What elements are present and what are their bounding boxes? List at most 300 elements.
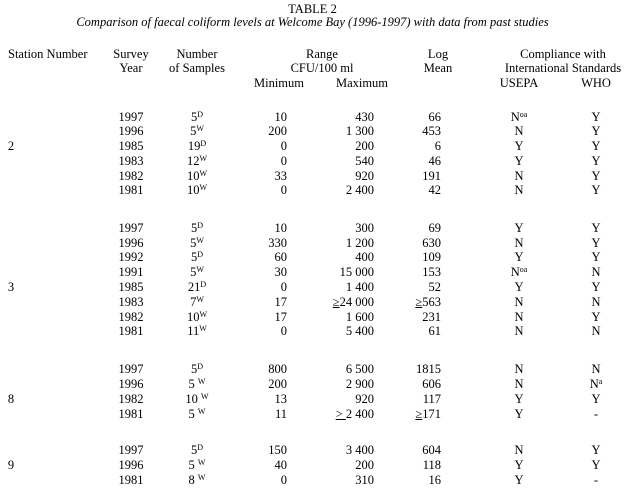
sample-type-superscript: W bbox=[197, 473, 206, 482]
survey-year-cell bbox=[119, 392, 144, 406]
usepa-compliance: Y bbox=[514, 139, 524, 153]
station-number: 9 bbox=[7, 458, 15, 472]
usepa-cell bbox=[514, 392, 523, 406]
survey-year: 1982 bbox=[118, 310, 144, 324]
who-cell bbox=[591, 362, 600, 376]
survey-year-cell bbox=[119, 236, 144, 250]
minimum-cell bbox=[268, 236, 287, 250]
log-mean-cell bbox=[429, 473, 442, 487]
maximum-value: 24 000 bbox=[339, 295, 374, 309]
who-compliance: Y bbox=[591, 154, 601, 168]
log-mean-cell bbox=[422, 169, 441, 183]
maximum-value: 200 bbox=[355, 458, 374, 472]
who-cell bbox=[591, 324, 600, 338]
maximum-value: 1 300 bbox=[345, 124, 374, 138]
who-compliance: Y bbox=[591, 169, 601, 183]
station-number: 3 bbox=[7, 280, 15, 294]
samples-cell bbox=[190, 236, 204, 250]
minimum-value: 200 bbox=[268, 377, 287, 391]
log-mean-value: 118 bbox=[422, 458, 441, 472]
minimum-cell bbox=[281, 154, 287, 168]
log-mean-cell bbox=[422, 443, 441, 457]
survey-year-cell bbox=[119, 154, 144, 168]
header-usepa: USEPA bbox=[499, 76, 539, 90]
usepa-cell bbox=[514, 377, 523, 391]
usepa-cell bbox=[514, 324, 523, 338]
maximum-cell bbox=[346, 324, 374, 338]
sample-count: 5 bbox=[190, 221, 198, 235]
maximum-cell bbox=[355, 250, 374, 264]
log-mean-value: 153 bbox=[422, 265, 441, 279]
sample-count: 10 bbox=[186, 183, 200, 197]
usepa-compliance: N bbox=[514, 377, 524, 391]
samples-cell bbox=[188, 280, 206, 294]
usepa-cell bbox=[514, 183, 523, 197]
sample-count: 21 bbox=[187, 280, 201, 294]
log-mean-value: 231 bbox=[422, 310, 441, 324]
samples-cell bbox=[191, 110, 203, 124]
survey-year: 1983 bbox=[118, 154, 144, 168]
maximum-cell bbox=[355, 154, 374, 168]
minimum-value: 10 bbox=[274, 110, 287, 124]
log-mean-value: 606 bbox=[422, 377, 441, 391]
maximum-cell bbox=[340, 265, 374, 279]
samples-cell bbox=[187, 154, 207, 168]
minimum-cell bbox=[275, 221, 288, 235]
survey-year-cell bbox=[119, 110, 144, 124]
who-cell bbox=[591, 250, 600, 264]
maximum-value: 1 400 bbox=[345, 280, 374, 294]
usepa-compliance: N bbox=[510, 110, 520, 124]
sample-type-superscript: W bbox=[199, 169, 208, 178]
samples-cell bbox=[187, 169, 207, 183]
who-compliance: Y bbox=[591, 183, 601, 197]
minimum-cell bbox=[281, 280, 287, 294]
header-range-units: CFU/100 ml bbox=[290, 61, 354, 75]
maximum-value: 400 bbox=[355, 250, 374, 264]
usepa-cell bbox=[514, 250, 523, 264]
usepa-compliance: Y bbox=[514, 473, 524, 487]
samples-cell bbox=[187, 310, 207, 324]
maximum-cell bbox=[346, 443, 374, 457]
minimum-cell bbox=[268, 443, 287, 457]
sample-count: 10 bbox=[186, 310, 200, 324]
survey-year-cell bbox=[119, 139, 144, 153]
header-log: Log bbox=[427, 47, 449, 61]
maximum-cell bbox=[346, 377, 374, 391]
usepa-cell bbox=[514, 280, 523, 294]
maximum-cell bbox=[355, 169, 374, 183]
minimum-cell bbox=[281, 324, 287, 338]
usepa-cell bbox=[514, 169, 523, 183]
sample-type-superscript: W bbox=[196, 124, 204, 133]
minimum-cell bbox=[281, 139, 287, 153]
who-compliance: N bbox=[589, 377, 599, 391]
maximum-cell bbox=[336, 407, 374, 421]
usepa-compliance: Y bbox=[514, 154, 524, 168]
minimum-cell bbox=[268, 362, 287, 376]
survey-year-cell bbox=[119, 473, 144, 487]
minimum-cell bbox=[275, 265, 288, 279]
log-mean-value: 453 bbox=[422, 124, 441, 138]
log-mean-cell bbox=[422, 310, 441, 324]
sample-type-superscript: W bbox=[196, 295, 204, 304]
maximum-cell bbox=[355, 221, 374, 235]
maximum-cell bbox=[346, 310, 374, 324]
survey-year: 1981 bbox=[118, 407, 144, 421]
sample-count: 5 bbox=[190, 236, 197, 250]
usepa-superscript: oa bbox=[519, 110, 528, 119]
minimum-cell bbox=[275, 295, 288, 309]
minimum-value: 60 bbox=[274, 250, 287, 264]
survey-year: 1982 bbox=[118, 169, 144, 183]
survey-year: 1996 bbox=[118, 458, 144, 472]
who-cell bbox=[591, 392, 600, 406]
samples-cell bbox=[188, 139, 206, 153]
log-mean-value: 61 bbox=[428, 324, 441, 338]
minimum-value: 30 bbox=[274, 265, 287, 279]
samples-cell bbox=[191, 250, 203, 264]
log-mean-value: 563 bbox=[422, 295, 441, 309]
who-cell bbox=[591, 221, 600, 235]
sample-type-superscript: W bbox=[197, 407, 206, 416]
sample-type-superscript: W bbox=[199, 154, 208, 163]
maximum-value: 540 bbox=[355, 154, 374, 168]
usepa-compliance: N bbox=[514, 183, 524, 197]
minimum-value: 10 bbox=[274, 221, 287, 235]
log-mean-cell bbox=[423, 392, 441, 406]
sample-type-superscript: W bbox=[199, 324, 207, 333]
sample-count: 5 bbox=[190, 362, 198, 376]
samples-cell bbox=[190, 295, 204, 309]
samples-cell bbox=[185, 392, 208, 406]
station-number-cell bbox=[8, 280, 14, 294]
station-number-cell bbox=[8, 458, 14, 472]
minimum-cell bbox=[275, 407, 287, 421]
header-who: WHO bbox=[581, 76, 611, 90]
who-compliance: - bbox=[593, 407, 599, 421]
survey-year-cell bbox=[119, 295, 144, 309]
usepa-superscript: oa bbox=[519, 265, 528, 274]
log-mean-value: 109 bbox=[422, 250, 441, 264]
maximum-value: 15 000 bbox=[339, 265, 374, 279]
who-compliance: Y bbox=[591, 110, 601, 124]
maximum-value: 920 bbox=[355, 392, 374, 406]
minimum-cell bbox=[281, 473, 287, 487]
minimum-value: 330 bbox=[268, 236, 287, 250]
minimum-cell bbox=[268, 377, 287, 391]
survey-year: 1997 bbox=[118, 221, 144, 235]
log-mean-value: 66 bbox=[428, 110, 441, 124]
table-title: TABLE 2 bbox=[288, 2, 337, 16]
sample-count: 5 bbox=[190, 265, 197, 279]
maximum-cell bbox=[346, 236, 374, 250]
usepa-cell bbox=[514, 124, 523, 138]
maximum-value: 1 200 bbox=[345, 236, 374, 250]
who-cell bbox=[591, 110, 600, 124]
log-mean-cell bbox=[422, 124, 441, 138]
survey-year-cell bbox=[119, 324, 144, 338]
sample-count: 10 bbox=[185, 392, 202, 406]
who-cell bbox=[591, 154, 600, 168]
minimum-value: 0 bbox=[280, 154, 287, 168]
log-mean-cell bbox=[422, 236, 441, 250]
sample-type-superscript: W bbox=[201, 392, 209, 401]
samples-cell bbox=[189, 473, 206, 487]
log-mean-value: 69 bbox=[428, 221, 441, 235]
maximum-cell bbox=[355, 392, 374, 406]
who-cell bbox=[594, 407, 598, 421]
survey-year: 1996 bbox=[118, 236, 144, 250]
sample-type-superscript: D bbox=[200, 139, 207, 148]
survey-year-cell bbox=[119, 265, 144, 279]
sample-count: 8 bbox=[188, 473, 198, 487]
log-mean-prefix: ≥ bbox=[415, 407, 423, 421]
who-compliance: Y bbox=[591, 392, 601, 406]
usepa-compliance: Y bbox=[514, 407, 524, 421]
who-compliance: Y bbox=[591, 221, 601, 235]
header-mean: Mean bbox=[423, 61, 453, 75]
table-subtitle: Comparison of faecal coliform levels at Welcome Bay (1996-1997) with data from past studies bbox=[76, 15, 549, 29]
maximum-value: 920 bbox=[355, 169, 374, 183]
sample-count: 5 bbox=[188, 458, 198, 472]
survey-year-cell bbox=[119, 377, 144, 391]
maximum-value: 6 500 bbox=[345, 362, 374, 376]
maximum-cell bbox=[346, 183, 374, 197]
minimum-value: 40 bbox=[274, 458, 287, 472]
who-cell bbox=[590, 377, 603, 391]
log-mean-value: 171 bbox=[422, 407, 441, 421]
minimum-cell bbox=[275, 250, 288, 264]
header-compliance: Compliance with bbox=[520, 47, 606, 61]
usepa-compliance: N bbox=[514, 295, 524, 309]
usepa-compliance: Y bbox=[514, 392, 524, 406]
usepa-cell bbox=[514, 443, 523, 457]
maximum-prefix: ≥ bbox=[332, 295, 340, 309]
samples-cell bbox=[189, 407, 206, 421]
who-cell bbox=[591, 124, 600, 138]
maximum-value: 2 400 bbox=[345, 407, 374, 421]
sample-count: 5 bbox=[190, 110, 198, 124]
who-compliance: Y bbox=[591, 250, 601, 264]
sample-type-superscript: W bbox=[196, 265, 204, 274]
who-compliance: Y bbox=[591, 236, 601, 250]
who-cell bbox=[591, 280, 600, 294]
survey-year-cell bbox=[119, 443, 144, 457]
log-mean-value: 604 bbox=[422, 443, 441, 457]
minimum-cell bbox=[275, 169, 288, 183]
who-cell bbox=[591, 183, 600, 197]
maximum-prefix: > bbox=[335, 407, 346, 421]
minimum-value: 13 bbox=[274, 392, 287, 406]
usepa-cell bbox=[514, 139, 523, 153]
survey-year-cell bbox=[119, 124, 144, 138]
who-compliance: N bbox=[591, 265, 601, 279]
sample-count: 19 bbox=[187, 139, 201, 153]
usepa-cell bbox=[514, 473, 523, 487]
log-mean-cell bbox=[429, 183, 442, 197]
maximum-cell bbox=[346, 280, 374, 294]
log-mean-value: 42 bbox=[428, 183, 441, 197]
maximum-cell bbox=[355, 139, 374, 153]
sample-type-superscript: W bbox=[199, 183, 208, 192]
station-number-cell bbox=[8, 392, 14, 406]
survey-year-cell bbox=[119, 280, 144, 294]
survey-year-cell bbox=[119, 183, 144, 197]
maximum-value: 200 bbox=[355, 139, 374, 153]
usepa-compliance: N bbox=[514, 324, 524, 338]
who-cell bbox=[591, 458, 600, 472]
who-compliance: Y bbox=[591, 458, 601, 472]
usepa-compliance: Y bbox=[514, 280, 524, 294]
sample-type-superscript: W bbox=[196, 236, 204, 245]
minimum-value: 0 bbox=[280, 280, 287, 294]
header-number: Number bbox=[176, 47, 218, 61]
minimum-cell bbox=[275, 310, 288, 324]
usepa-cell bbox=[514, 458, 523, 472]
maximum-cell bbox=[355, 110, 374, 124]
log-mean-cell bbox=[429, 324, 442, 338]
usepa-cell bbox=[514, 154, 523, 168]
header-station: Station Number bbox=[8, 47, 88, 61]
sample-type-superscript: D bbox=[197, 443, 204, 452]
survey-year: 1985 bbox=[118, 280, 144, 294]
minimum-value: 33 bbox=[274, 169, 287, 183]
survey-year: 1981 bbox=[118, 183, 144, 197]
sample-count: 7 bbox=[190, 295, 197, 309]
log-mean-cell bbox=[429, 110, 442, 124]
log-mean-cell bbox=[429, 221, 442, 235]
minimum-cell bbox=[275, 110, 288, 124]
log-mean-cell bbox=[422, 250, 441, 264]
maximum-value: 2 900 bbox=[345, 377, 374, 391]
sample-type-superscript: W bbox=[199, 310, 208, 319]
who-compliance: Y bbox=[591, 443, 601, 457]
survey-year-cell bbox=[119, 458, 144, 472]
who-cell bbox=[591, 443, 600, 457]
sample-type-superscript: D bbox=[197, 362, 204, 371]
sample-count: 5 bbox=[190, 443, 198, 457]
station-number: 8 bbox=[7, 392, 15, 406]
survey-year: 1997 bbox=[118, 362, 144, 376]
log-mean-value: 46 bbox=[428, 154, 441, 168]
usepa-compliance: Y bbox=[514, 221, 524, 235]
log-mean-cell bbox=[415, 295, 441, 309]
log-mean-value: 1815 bbox=[416, 362, 441, 376]
survey-year-cell bbox=[119, 169, 144, 183]
who-compliance: Y bbox=[591, 139, 601, 153]
usepa-cell bbox=[511, 265, 528, 279]
sample-type-superscript: D bbox=[197, 221, 204, 230]
usepa-cell bbox=[514, 362, 523, 376]
who-compliance: - bbox=[593, 473, 599, 487]
who-superscript: a bbox=[598, 377, 603, 386]
who-compliance: Y bbox=[591, 280, 601, 294]
who-compliance: N bbox=[591, 324, 601, 338]
samples-cell bbox=[187, 324, 207, 338]
samples-cell bbox=[191, 362, 203, 376]
sample-count: 5 bbox=[188, 407, 198, 421]
maximum-value: 300 bbox=[355, 221, 374, 235]
survey-year-cell bbox=[119, 310, 144, 324]
samples-cell bbox=[187, 183, 207, 197]
who-cell bbox=[591, 139, 600, 153]
survey-year-cell bbox=[119, 407, 144, 421]
usepa-cell bbox=[514, 295, 523, 309]
survey-year: 1997 bbox=[118, 110, 144, 124]
samples-cell bbox=[189, 458, 206, 472]
survey-year-cell bbox=[119, 221, 144, 235]
log-mean-cell bbox=[422, 265, 441, 279]
usepa-compliance: N bbox=[514, 169, 524, 183]
maximum-value: 430 bbox=[355, 110, 374, 124]
minimum-cell bbox=[275, 458, 288, 472]
survey-year: 1997 bbox=[118, 443, 144, 457]
sample-count: 10 bbox=[186, 169, 200, 183]
maximum-value: 3 400 bbox=[345, 443, 374, 457]
log-mean-value: 191 bbox=[422, 169, 441, 183]
sample-type-superscript: W bbox=[197, 377, 206, 386]
who-cell bbox=[591, 236, 600, 250]
samples-cell bbox=[191, 221, 203, 235]
who-compliance: N bbox=[591, 295, 601, 309]
maximum-value: 5 400 bbox=[345, 324, 374, 338]
who-cell bbox=[591, 310, 600, 324]
minimum-value: 0 bbox=[280, 324, 287, 338]
minimum-value: 17 bbox=[274, 310, 287, 324]
log-mean-cell bbox=[423, 458, 441, 472]
maximum-cell bbox=[355, 473, 374, 487]
maximum-value: 1 600 bbox=[345, 310, 374, 324]
minimum-cell bbox=[275, 392, 288, 406]
header-maximum: Maximum bbox=[335, 76, 389, 90]
minimum-cell bbox=[268, 124, 287, 138]
log-mean-prefix: ≥ bbox=[415, 295, 423, 309]
minimum-value: 17 bbox=[274, 295, 287, 309]
survey-year: 1992 bbox=[118, 250, 144, 264]
usepa-cell bbox=[511, 110, 528, 124]
survey-year: 1985 bbox=[118, 139, 144, 153]
log-mean-cell bbox=[429, 280, 442, 294]
log-mean-cell bbox=[416, 362, 441, 376]
header-survey: Survey bbox=[113, 47, 149, 61]
minimum-value: 150 bbox=[268, 443, 287, 457]
survey-year: 1996 bbox=[118, 124, 144, 138]
sample-count: 5 bbox=[190, 124, 197, 138]
header-range: Range bbox=[306, 47, 338, 61]
minimum-cell bbox=[281, 183, 287, 197]
minimum-value: 0 bbox=[280, 139, 287, 153]
maximum-value: 2 400 bbox=[345, 183, 374, 197]
station-number-cell bbox=[8, 139, 14, 153]
survey-year: 1996 bbox=[118, 377, 144, 391]
header-minimum: Minimum bbox=[253, 76, 305, 90]
log-mean-value: 117 bbox=[422, 392, 441, 406]
minimum-value: 0 bbox=[280, 473, 287, 487]
sample-count: 12 bbox=[186, 154, 200, 168]
maximum-cell bbox=[346, 362, 374, 376]
samples-cell bbox=[190, 265, 204, 279]
maximum-value: 310 bbox=[355, 473, 374, 487]
header-year: Year bbox=[119, 61, 143, 75]
survey-year-cell bbox=[119, 362, 144, 376]
survey-year: 1982 bbox=[118, 392, 144, 406]
usepa-compliance: Y bbox=[514, 458, 524, 472]
who-cell bbox=[591, 169, 600, 183]
minimum-value: 11 bbox=[274, 407, 287, 421]
maximum-cell bbox=[333, 295, 374, 309]
usepa-cell bbox=[514, 310, 523, 324]
